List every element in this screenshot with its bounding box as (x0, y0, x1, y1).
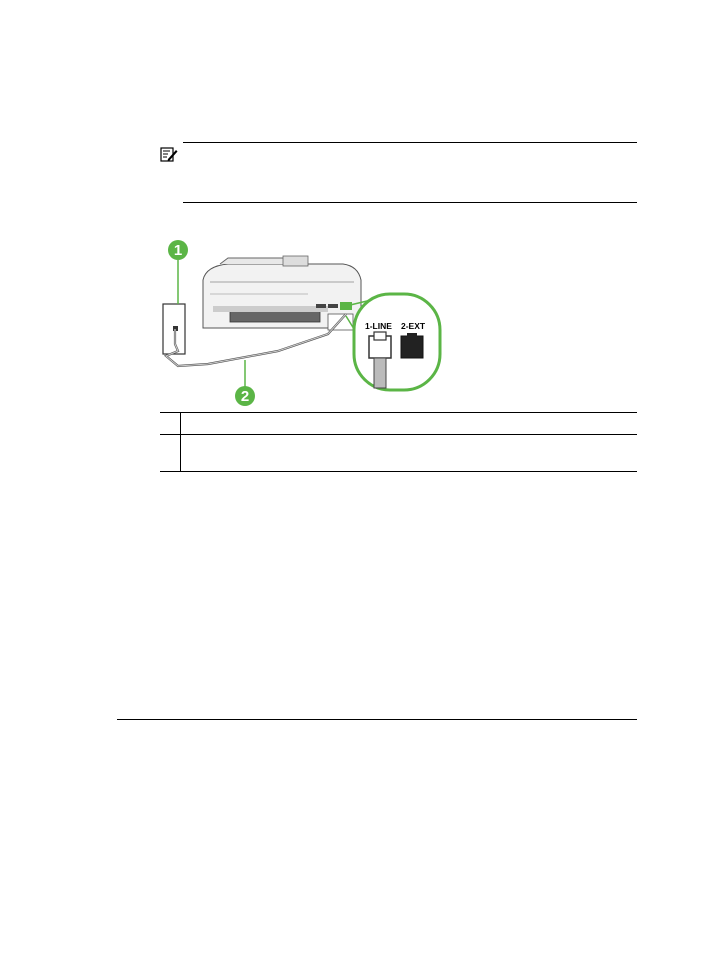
callout-2-badge (235, 386, 255, 406)
callout-1-label: 1 (173, 242, 183, 259)
callout-1-badge (168, 240, 188, 260)
note-icon (160, 147, 178, 163)
note-bottom-rule (183, 202, 637, 203)
printer-illustration (203, 256, 361, 330)
port-zoom-callout (354, 294, 440, 390)
ext-port (401, 336, 423, 358)
port-label-ext: 2-EXT (401, 321, 426, 331)
fax-connection-illustration (158, 236, 458, 408)
table-row-divider (160, 434, 637, 435)
note-top-rule (183, 142, 637, 143)
port-label-line: 1-LINE (365, 321, 392, 331)
table-top-rule (160, 412, 637, 413)
table-column-divider (180, 412, 181, 471)
footer-rule (117, 719, 637, 720)
table-bottom-rule (160, 471, 637, 472)
line-plug-cable (374, 358, 386, 388)
callout-2-label: 2 (240, 388, 250, 405)
